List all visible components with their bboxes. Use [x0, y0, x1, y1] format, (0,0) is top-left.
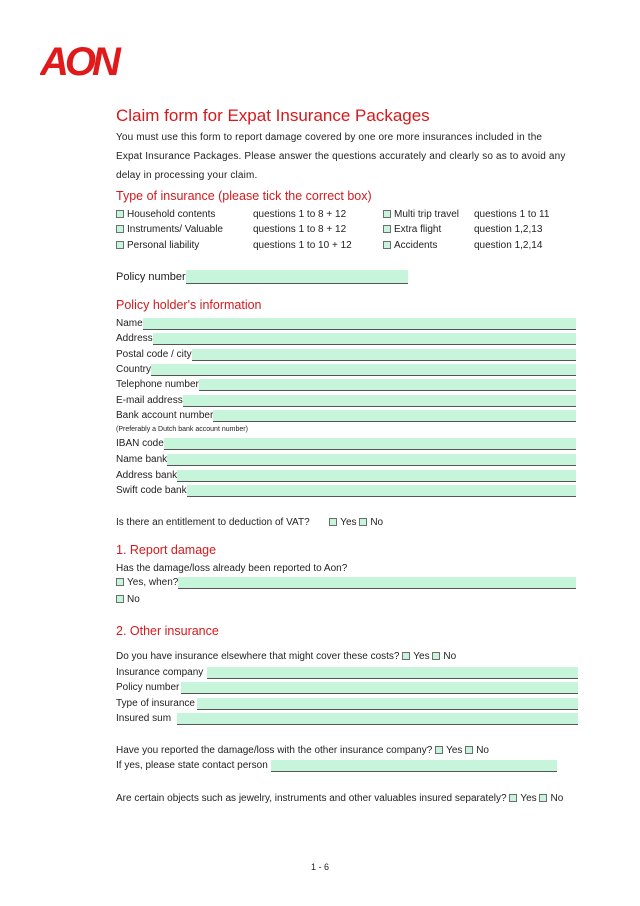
page-title: Claim form for Expat Insurance Packages [116, 106, 430, 125]
checkbox[interactable] [435, 746, 443, 754]
bank-note: (Preferably a Dutch bank account number) [116, 426, 248, 433]
field-label: Insured sum [116, 713, 172, 724]
insurance-company-field[interactable] [207, 667, 578, 679]
report-yes-option[interactable]: Yes, when? [116, 577, 178, 589]
checkbox[interactable] [116, 241, 124, 249]
checkbox[interactable] [383, 225, 391, 233]
name-row [116, 316, 576, 330]
objects-question-row [116, 793, 563, 804]
aon-logo [40, 42, 124, 78]
checkbox[interactable] [465, 746, 473, 754]
contact-person-field[interactable] [271, 760, 557, 772]
other-insurance-heading: 2. Other insurance [116, 624, 219, 638]
field-label: Policy number [116, 682, 180, 693]
checkbox[interactable] [359, 518, 367, 526]
field-label: Address [116, 333, 153, 344]
iban-field[interactable] [164, 438, 576, 450]
checkbox[interactable] [383, 210, 391, 218]
checkbox[interactable] [116, 595, 124, 603]
intro-text: You must use this form to report damage covered by one ore more insurances included in the Expat Insurance Packages. Please answer the questions accurately and clearly so as to avoid any delay in processing your claim. [116, 132, 566, 181]
objects-yes-option[interactable]: Yes [509, 793, 536, 804]
option-household-contents[interactable]: Household contents [116, 209, 215, 220]
holder-heading: Policy holder's information [116, 298, 262, 312]
email-field[interactable] [183, 395, 576, 407]
swift-code-row [116, 483, 576, 497]
field-label: Type of insurance [116, 698, 195, 709]
policy-number-field[interactable] [186, 270, 408, 284]
insured-sum-field[interactable] [177, 713, 578, 725]
insurance-type-heading: Type of insurance (please tick the correct box) [116, 189, 372, 203]
field-label: E-mail address [116, 395, 183, 406]
report-no-option[interactable]: No [116, 594, 140, 605]
field-label: Name bank [116, 454, 168, 465]
other-yes-option[interactable]: Yes [402, 651, 429, 662]
insurance-company-row [116, 665, 578, 679]
field-label: IBAN code [116, 438, 164, 449]
country-row [116, 362, 576, 376]
checkbox[interactable] [329, 518, 337, 526]
field-label: Bank account number [116, 410, 214, 421]
email-row [116, 393, 576, 407]
field-label: Name [116, 318, 143, 329]
vat-question: Is there an entitlement to deduction of VAT? [116, 517, 310, 528]
address-bank-row [116, 468, 576, 482]
objects-question: Are certain objects such as jewelry, instruments and other valuables insured separately? [116, 793, 507, 804]
checkbox[interactable] [539, 794, 547, 802]
address-bank-field[interactable] [177, 470, 576, 482]
option-questions: questions 1 to 10 + 12 [253, 240, 352, 251]
checkbox[interactable] [432, 652, 440, 660]
contact-person-row [116, 758, 557, 772]
address-field[interactable] [153, 333, 576, 345]
option-questions: questions 1 to 8 + 12 [253, 209, 347, 220]
report-when-field[interactable] [178, 577, 576, 589]
report-damage-heading: 1. Report damage [116, 543, 217, 557]
reported-yes-option[interactable]: Yes [435, 745, 462, 756]
reported-question: Have you reported the damage/loss with the other insurance company? [116, 745, 433, 756]
report-yes-row [116, 575, 576, 589]
name-bank-row [116, 452, 576, 466]
field-label: Swift code bank [116, 485, 187, 496]
option-extra-flight[interactable]: Extra flight [383, 224, 441, 235]
postal-code-field[interactable] [192, 349, 576, 361]
option-questions: questions 1 to 11 [474, 209, 550, 220]
telephone-row [116, 377, 576, 391]
checkbox[interactable] [116, 225, 124, 233]
page-number: 1 - 6 [310, 862, 329, 872]
policy-number-label: Policy number [116, 271, 186, 283]
other-policy-number-row [116, 680, 578, 694]
report-question: Has the damage/loss already been reported to Aon? [116, 563, 348, 574]
reported-question-row [116, 745, 489, 756]
name-bank-field[interactable] [167, 454, 576, 466]
option-questions: questions 1 to 8 + 12 [253, 224, 347, 235]
checkbox[interactable] [402, 652, 410, 660]
policy-number-row [116, 268, 408, 284]
postal-code-row [116, 347, 576, 361]
vat-no-option[interactable]: No [359, 517, 383, 528]
country-field[interactable] [151, 364, 576, 376]
bank-account-field[interactable] [213, 410, 576, 422]
field-label: Postal code / city [116, 349, 192, 360]
reported-no-option[interactable]: No [465, 745, 489, 756]
logo-text: AON [40, 42, 117, 78]
vat-yes-option[interactable]: Yes [329, 517, 356, 528]
checkbox[interactable] [383, 241, 391, 249]
vat-question-row [116, 517, 383, 528]
type-of-insurance-field[interactable] [197, 698, 578, 710]
other-no-option[interactable]: No [432, 651, 456, 662]
checkbox[interactable] [509, 794, 517, 802]
field-label: Insurance company [116, 667, 204, 678]
option-questions: question 1,2,13 [474, 224, 543, 235]
checkbox[interactable] [116, 578, 124, 586]
type-of-insurance-row [116, 696, 578, 710]
option-questions: question 1,2,14 [474, 240, 543, 251]
option-personal-liability[interactable]: Personal liability [116, 240, 199, 251]
other-policy-number-field[interactable] [181, 682, 578, 694]
field-label: Country [116, 364, 152, 375]
bank-account-row [116, 408, 576, 422]
telephone-field[interactable] [199, 379, 576, 391]
name-field[interactable] [143, 318, 576, 330]
address-row [116, 331, 576, 345]
other-question-row [116, 651, 456, 662]
field-label: If yes, please state contact person [116, 760, 268, 771]
field-label: Address bank [116, 470, 178, 481]
insured-sum-row [116, 711, 578, 725]
iban-row [116, 436, 576, 450]
option-instruments-valuable[interactable]: Instruments/ Valuable [116, 224, 223, 235]
field-label: Telephone number [116, 379, 199, 390]
option-accidents[interactable]: Accidents [383, 240, 437, 251]
other-question: Do you have insurance elsewhere that might cover these costs? [116, 651, 400, 662]
checkbox[interactable] [116, 210, 124, 218]
option-multi-trip-travel[interactable]: Multi trip travel [383, 209, 459, 220]
objects-no-option[interactable]: No [539, 793, 563, 804]
swift-code-field[interactable] [187, 485, 576, 497]
